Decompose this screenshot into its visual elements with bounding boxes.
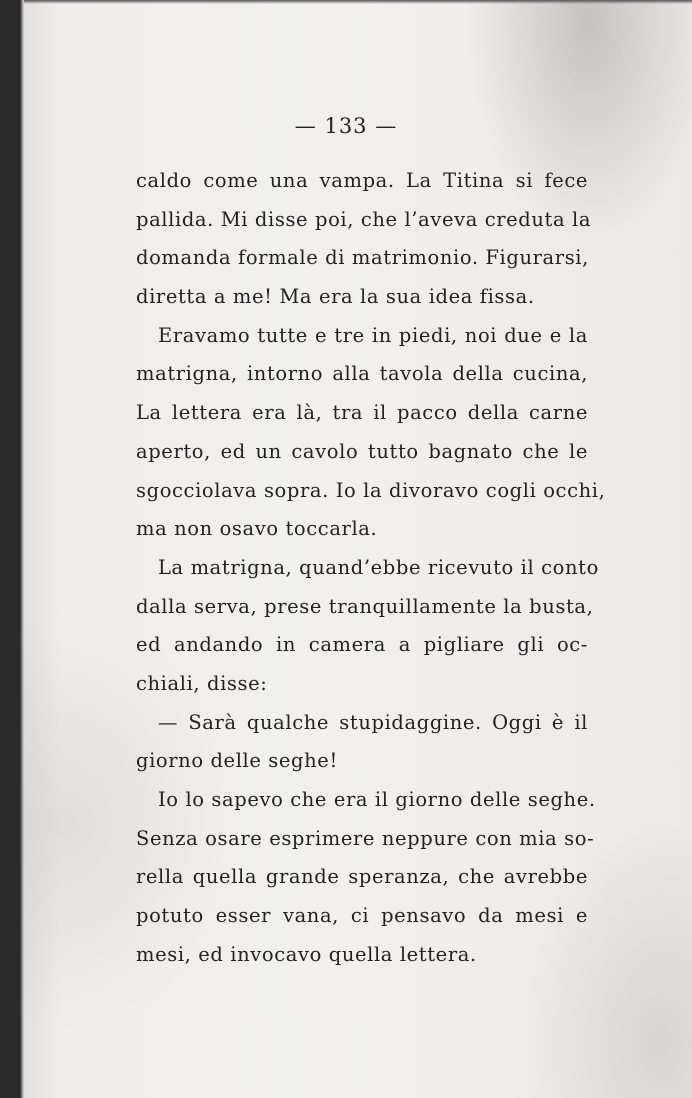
text-line: sgocciolava sopra. Io la divoravo cogli occhi,	[136, 478, 606, 502]
text-line: rella quella grande speranza, che avrebbe	[136, 865, 588, 889]
text-line: Io lo sapevo che era il giorno delle seghe.	[158, 788, 596, 811]
text-line: chiali, disse:	[136, 671, 268, 695]
text-line: aperto, ed un cavolo tutto bagnato che le	[136, 439, 588, 463]
text-line: domanda formale di matrimonio. Figurarsi,	[136, 246, 589, 270]
page-top-edge	[24, 0, 692, 4]
text-line: Eravamo tutte e tre in piedi, noi due e la	[158, 323, 588, 347]
text-line: pallida. Mi disse poi, che l’aveva creduta la	[136, 207, 592, 231]
text-line: giorno delle seghe!	[136, 749, 338, 773]
text-line: Senza osare esprimere neppure con mia so-	[136, 826, 595, 850]
text-line: dalla serva, prese tranquillamente la busta,	[136, 594, 594, 618]
page-number-header: — 133 —	[294, 114, 398, 138]
text-line: — Sarà qualche stupidaggine. Oggi è il	[158, 710, 588, 734]
body-text	[136, 162, 606, 974]
text-line: ma non osavo toccarla.	[136, 517, 378, 541]
text-line: diretta a me! Ma era la sua idea fissa.	[136, 285, 535, 309]
text-line: potuto esser vana, ci pensavo da mesi e	[136, 904, 588, 928]
text-line: caldo come una vampa. La Titina si fece	[136, 169, 588, 192]
text-line: matrigna, intorno alla tavola della cucina,	[136, 362, 588, 386]
text-line: La lettera era là, tra il pacco della carne	[136, 401, 588, 425]
text-line: mesi, ed invocavo quella lettera.	[136, 942, 477, 966]
book-binding-edge	[0, 0, 24, 1098]
text-line: La matrigna, quand’ebbe ricevuto il conto	[158, 555, 599, 579]
text-line: ed andando in camera a pigliare gli oc-	[136, 633, 588, 657]
